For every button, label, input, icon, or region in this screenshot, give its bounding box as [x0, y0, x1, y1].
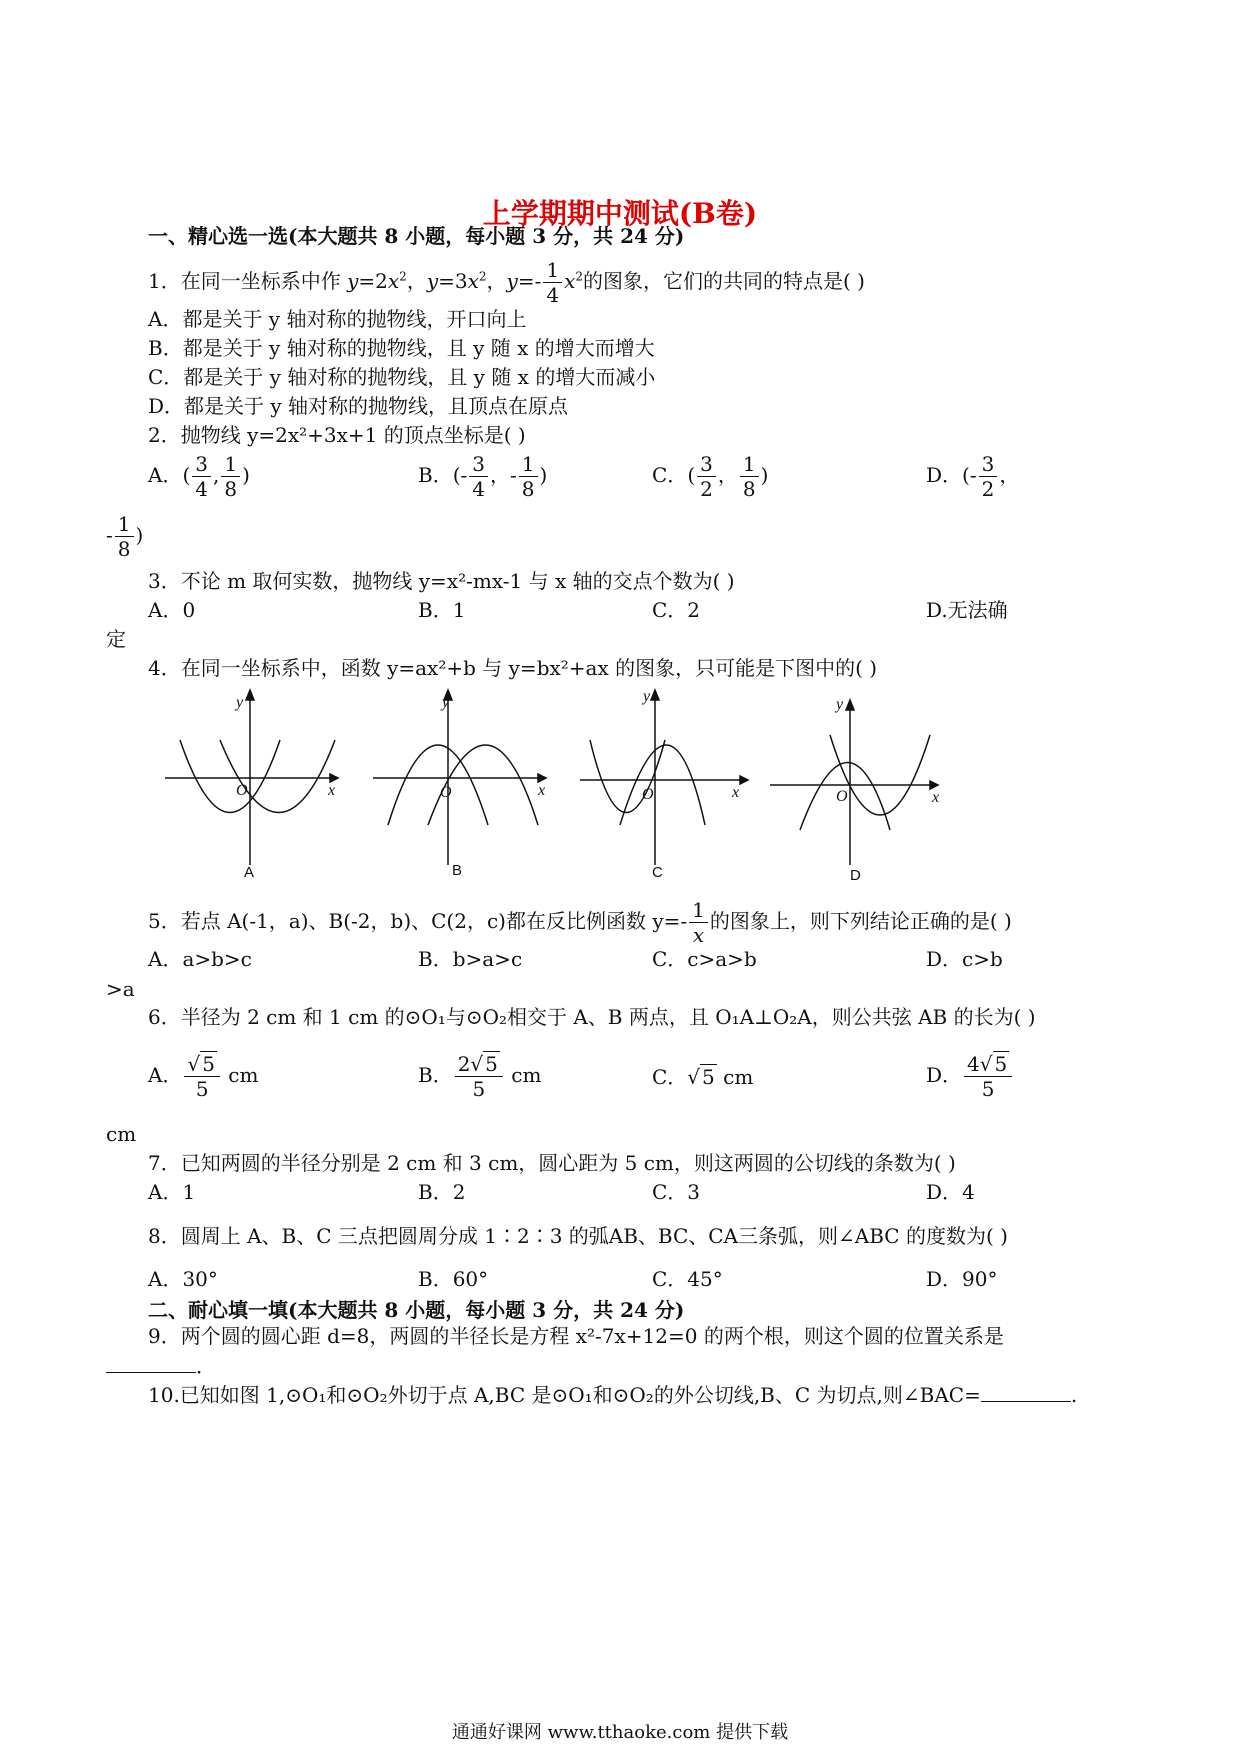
q5-option-c: C．c>a>b [652, 947, 757, 971]
q7-option-d: D．4 [926, 1180, 975, 1204]
question-8-stem: 8．圆周上 A、B、C 三点把圆周分成 1∶2∶3 的弧AB、BC、CA三条弧，则∠ABC 的度数为( ) [148, 1224, 1008, 1248]
graph-d-label: D [850, 867, 861, 884]
graph-a [165, 690, 338, 865]
graph-a-y-label: y [236, 694, 244, 711]
q8-option-c: C．45° [652, 1267, 723, 1291]
q6-option-d-wrap: cm [106, 1122, 137, 1146]
q5-option-a: A．a>b>c [148, 947, 252, 971]
q10-blank [981, 1383, 1071, 1402]
q2-option-d-wrap: - $\frac{1}{8}$ ) [106, 512, 144, 561]
q5-option-d: D．c>b [926, 947, 1003, 971]
q8-option-b: B．60° [418, 1267, 489, 1291]
section-2-heading: 二、耐心填一填(本大题共 8 小题，每小题 3 分，共 24 分) [148, 1298, 685, 1322]
q7-option-b: B．2 [418, 1180, 466, 1204]
graph-c-label: C [652, 864, 663, 881]
question-3-stem: 3．不论 m 取何实数，抛物线 y=x²-mx-1 与 x 轴的交点个数为( ) [148, 569, 735, 593]
q6-option-a: A． $\frac{√ 5}{5}$ cm [148, 1052, 259, 1101]
section-1-heading: 一、精心选一选(本大题共 8 小题，每小题 3 分，共 24 分) [148, 224, 685, 248]
graph-a-label: A [244, 864, 255, 881]
q6-option-d: D． $\frac{4√ 5}{5}$ [926, 1052, 1014, 1101]
graph-a-origin: O [236, 782, 248, 799]
q1-text-a: 1．在同一坐标系中作 [148, 269, 348, 293]
question-4-stem: 4．在同一坐标系中，函数 y=ax²+b 与 y=bx²+ax 的图象，只可能是下图中的( ) [148, 656, 878, 680]
graph-d-x-label: x [932, 789, 940, 806]
graph-d-y-label: y [836, 696, 844, 713]
graph-d [770, 700, 938, 865]
q7-option-a: A．1 [148, 1180, 196, 1204]
question-7-stem: 7．已知两圆的半径分别是 2 cm 和 3 cm，圆心距为 5 cm，则这两圆的公切线的条数为( ) [148, 1151, 956, 1175]
question-2-stem: 2．抛物线 y=2x²+3x+1 的顶点坐标是( ) [148, 423, 526, 447]
question-9-stem: 9．两个圆的圆心距 d=8，两圆的半径长是方程 x²-7x+12=0 的两个根，则这个圆的位置关系是 [148, 1324, 1004, 1348]
graph-b-label: B [452, 862, 463, 879]
q3-option-d: D.无法确 [926, 598, 1008, 622]
q5-option-d-wrap: >a [106, 977, 135, 1001]
graph-b [373, 690, 546, 865]
q3-option-b: B．1 [418, 598, 466, 622]
graph-c-x-label: x [732, 784, 740, 801]
graph-c [580, 690, 748, 865]
q5-option-b: B．b>a>c [418, 947, 523, 971]
q7-option-c: C．3 [652, 1180, 701, 1204]
graph-b-x-label: x [538, 782, 546, 799]
q2-option-d: D．(- $\frac{3}{2}$ ， [926, 452, 1020, 501]
q1-option-b: B．都是关于 y 轴对称的抛物线，且 y 随 x 的增大而增大 [148, 336, 655, 360]
footer: 通通好课网 www.tthaoke.com 提供下载 [451, 1722, 789, 1743]
question-1-stem: 1．在同一坐标系中作 $y=2x^2$，$y=3x^2$，y=- $\frac{1}{4}$ $x^2$的图象，它们的共同的特点是( ) [148, 258, 865, 307]
graph-c-y-label: y [643, 688, 651, 705]
q4-graphs [160, 685, 960, 885]
graph-b-y-label: y [442, 694, 450, 711]
q1-option-c: C．都是关于 y 轴对称的抛物线，且 y 随 x 的增大而减小 [148, 365, 656, 389]
q6-option-c: C．√ 5 cm [652, 1065, 754, 1089]
q9-blank [106, 1354, 196, 1373]
graph-c-origin: O [642, 786, 654, 803]
graph-d-origin: O [836, 788, 848, 805]
q3-option-c: C．2 [652, 598, 701, 622]
q2-option-b: B．(- $\frac{3}{4}$ ，- $\frac{1}{8}$ ) [418, 452, 548, 501]
q6-option-b: B． $\frac{2√ 5}{5}$ cm [418, 1052, 542, 1101]
graph-b-origin: O [440, 784, 452, 801]
q2-option-a: A．( $\frac{3}{4}$ , $\frac{1}{8}$ ) [148, 452, 250, 501]
q3-option-a: A．0 [148, 598, 196, 622]
question-10-stem: 10.已知如图 1,⊙O₁和⊙O₂外切于点 A,BC 是⊙O₁和⊙O₂的外公切线,B、C 为切点,则∠BAC= . [148, 1383, 1078, 1407]
q1-text-b: 的图象，它们的共同的特点是( ) [583, 269, 865, 293]
page-title: 上学期期中测试(B卷) [482, 197, 758, 230]
q3-option-d-wrap: 定 [106, 627, 126, 651]
q9-answer-line: ． [106, 1353, 216, 1379]
q1-option-d: D．都是关于 y 轴对称的抛物线，且顶点在原点 [148, 394, 569, 418]
question-6-stem: 6．半径为 2 cm 和 1 cm 的⊙O₁与⊙O₂相交于 A、B 两点，且 O₁A⊥O₂A，则公共弦 AB 的长为( ) [148, 1005, 1036, 1029]
graph-a-x-label: x [328, 782, 336, 799]
q2-option-c: C．( $\frac{3}{2}$ ， $\frac{1}{8}$ ) [652, 452, 769, 501]
q1-option-a: A．都是关于 y 轴对称的抛物线，开口向上 [148, 307, 527, 331]
q8-option-a: A．30° [148, 1267, 218, 1291]
question-5-stem: 5．若点 A(-1，a)、B(-2，b)、C(2，c)都在反比例函数 y=- $\frac{1}{x}$ 的图象上，则下列结论正确的是( ) [148, 898, 1012, 947]
q1-fraction: $\frac{1}{4}$ [543, 258, 562, 307]
q8-option-d: D．90° [926, 1267, 998, 1291]
